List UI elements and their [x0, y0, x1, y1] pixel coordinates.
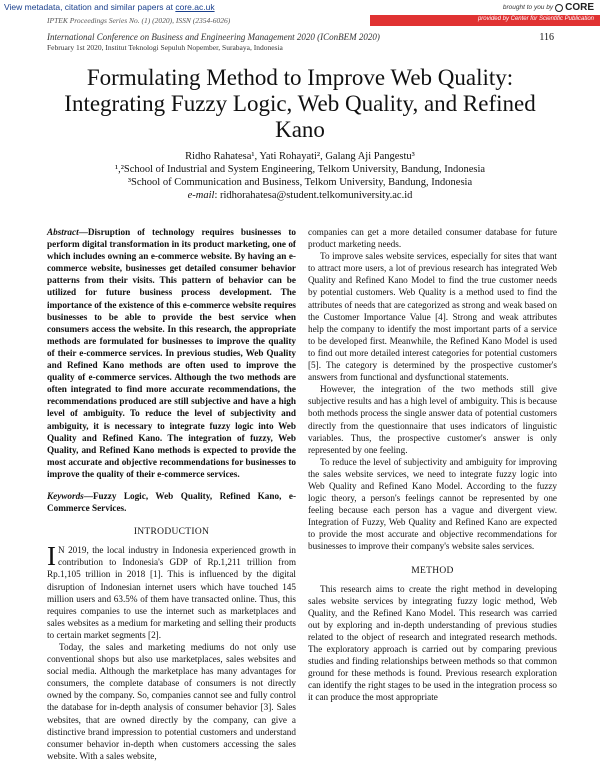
- right-column: [308, 226, 557, 704]
- author-block: [0, 150, 600, 202]
- series-line: IPTEK Proceedings Series No. (1) (2020), ISSN (2354-6026): [47, 16, 231, 25]
- keywords-text: —Fuzzy Logic, Web Quality, Refined Kano, e-Commerce Services.: [47, 490, 296, 514]
- core-logo-icon: [555, 4, 563, 12]
- abstract: [47, 226, 296, 480]
- intro-paragraph-1: [47, 541, 296, 641]
- method-paragraph-1: This research aims to create the right method in developing sales website services by integrating fuzzy logic method, Web Quality, and the Refined Kano Model. This research was carried out by exploring and in-depth understanding of previous studies related to the object of research and integrated research methods. The exploratory approach is carried out by comparing previous studies and finding relationships between methods so that common ground for these methods is found. Previous research exploration can identify the right stages to be used in the integration process so it can produce the most appropriate: [308, 583, 557, 703]
- intro-paragraph-3: companies can get a more detailed consumer database for future product marketing needs.: [308, 227, 557, 250]
- left-column: [47, 226, 296, 762]
- intro-paragraph-6: To reduce the level of subjectivity and ambiguity for improving the sales website services, we need to integrate fuzzy logic into Web Quality and Refined Kano Model. According to the fuzzy logic theory, a person's feelings cannot be represented by one feeling because each person has a vague and divergent view. Integration of Fuzzy, Web Quality and Refined Kano are expected to provide the most accurate and objective recommendations for businesses to improve their company's website sales services.: [308, 456, 557, 552]
- keywords-label: Keywords: [47, 490, 84, 501]
- email-address: : ridhorahatesa@student.telkomuniversity.ac.id: [214, 190, 413, 201]
- core-logo-text: CORE: [565, 2, 594, 13]
- abstract-text: —Disruption of technology requires businesses to perform digital transformation in its product marketing, one of which includes owning an e-commerce website. By having an e-commerce website, businesses get detailed consumer behavior patterns from their visits. This pattern of behavior can be utilized for future business process development. The importance of the existence of this e-commerce website requires businesses to be able to provide the best service when consumers access the website. In this research, the appropriate methods are formulated for businesses to improve the quality of their e-commerce services. In previous studies, Web Quality and Refined Kano methods are often used to improve the quality of e-commerce services. Although the two methods are often integrated to find more accurate recommendations, the recommendations produced are still subjective and have a high level of ambiguity. To reduce the level of subjectivity and ambiguity, it is necessary to integrate fuzzy logic into Web Quality and Refined Kano. The integration of fuzzy, Web Quality, and Refined Kano methods is expected to provide the most accurate and objective recommendations for businesses to improve the quality of their e-commerce services.: [47, 227, 297, 479]
- intro-paragraph-2: Today, the sales and marketing mediums do not only use conventional shops but also use marketplaces, sales websites and social media. Although the marketplace has many advantages for consumers, the complete database of consumers is not directly owned by the company. So, companies cannot see and fully control the database for in-depth analysis of consumer behavior [3]. Sales websites, that are owned directly by the company, can give a distinctive brand impression to potential customers and understand consumer behavior in-depth when customers accessing the sales website. With a sales website,: [47, 642, 296, 761]
- core-provider-strip: [370, 15, 600, 26]
- keywords: [47, 490, 296, 514]
- core-brand[interactable]: [503, 2, 594, 13]
- core-metadata-link[interactable]: [4, 2, 215, 12]
- page-number: 116: [539, 32, 554, 43]
- intro-paragraph-5: However, the integration of the two methods still give subjective results and has a high level of ambiguity. This is because both methods process the single answer data of potential customers directly from the questionnaire that uses indicators of linguistic variables. Thus, the prospective customer's answer is only represented by one feeling.: [308, 384, 557, 455]
- affiliation-1: ¹,²School of Industrial and System Engineering, Telkom University, Bandung, Indonesia: [114, 164, 486, 175]
- abstract-label: Abstract: [47, 227, 79, 237]
- intro-p1-text: N 2019, the local industry in Indonesia experienced growth in contribution to Indonesia's GDP of Rp.1,211 trillion from Rp.1,105 trillion in 2018 [1]. This is influenced by the digital disruption of Indonesian internet users which have touched 145 million users and 63.5% of them have transacted online. Thus, this requires companies to use the internet such as marketplaces and sales websites as a medium for marketing and selling their products to certain market segments [2].: [47, 545, 296, 640]
- method-heading: METHOD: [411, 565, 454, 576]
- authors: Ridho Rahatesa¹, Yati Rohayati², Galang Aji Pangestu³: [185, 151, 415, 162]
- core-provided-by: provided by Center for Scientific Publication: [477, 16, 594, 22]
- date-place-line: February 1st 2020, Institut Teknologi Sepuluh Nopember, Surabaya, Indonesia: [47, 43, 283, 52]
- drop-cap: I: [47, 541, 56, 572]
- email-label: e-mail: [187, 190, 215, 201]
- conference-line: International Conference on Business and Engineering Management 2020 (IConBEM 2020): [47, 32, 380, 42]
- intro-paragraph-4: To improve sales website services, especially for sites that want to attract more users, a lot of previous research has integrated Web Quality and Refined Kano Model to find the true customer needs by potential customers. Web Quality is a method used to find the attributes of needs that are categorized as strong and weak based on the Customer Importance Value [4]. Strong and weak attributes help the company to identify the most important parts of a service to be developed first. Meanwhile, the Refined Kano Model is used to find out more detailed interest categories for potential customers [5]. The category is determined by the prospective customer's answers from functional and dysfunctional statements.: [308, 251, 557, 383]
- core-link-anchor[interactable]: core.ac.uk: [175, 2, 215, 12]
- core-brought-by: brought to you by: [502, 4, 554, 11]
- intro-heading: INTRODUCTION: [133, 527, 210, 538]
- affiliation-2: ³School of Communication and Business, Telkom University, Bandung, Indonesia: [127, 177, 473, 188]
- email-line: [0, 189, 600, 202]
- core-banner-top: [0, 0, 600, 15]
- core-link-prefix: View metadata, citation and similar papers at: [4, 2, 176, 12]
- paper-title: Formulating Method to Improve Web Quality: Integrating Fuzzy Logic, Web Quality, and Refined Kano: [64, 65, 536, 142]
